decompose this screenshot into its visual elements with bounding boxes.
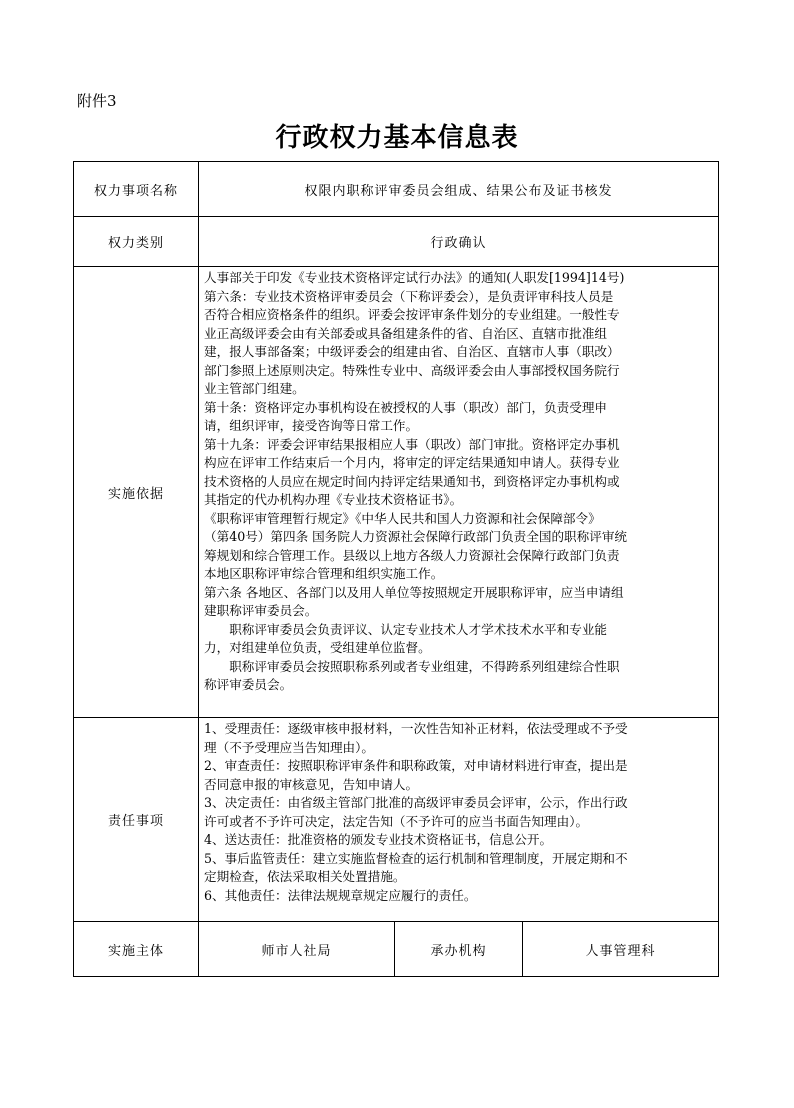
row-subject [74,922,719,977]
responsibility-line: 5、事后监管责任：建立实施监督检查的运行机制和管理制度，开展定期和不 [204,850,628,866]
responsibility-line: 3、决定责任：由省级主管部门批准的高级评审委员会评审，公示，作出行政 [204,795,628,810]
legal-basis-label: 实施依据 [74,267,199,718]
legal-basis-line: 其指定的代办机构办理《专业技术资格证书》。 [204,492,463,507]
power-category-value: 行政确认 [199,217,719,267]
subject-label: 实施主体 [74,922,199,977]
responsibility-line: 定期检查，依法采取相关处置措施。 [204,869,406,884]
power-name-value: 权限内职称评审委员会组成、结果公布及证书核发 [199,162,719,217]
subject-value: 师市人社局 [199,922,395,977]
row-power-name [74,162,719,217]
responsibility-line: 否同意申报的审核意见，告知申请人。 [204,776,419,792]
legal-basis-line: 第十条：资格评定办事机构设在被授权的人事（职改）部门，负责受理申 [204,399,607,415]
legal-basis-line: 第十九条：评委会评审结果报相应人事（职改）部门审批。资格评定办事机 [204,436,620,452]
row-legal-basis [74,267,719,718]
legal-basis-line: 称评审委员会。 [204,677,293,692]
responsibility-line: 6、其他责任：法律法规规章规定应履行的责任。 [204,887,477,903]
legal-basis-line: 业主管部门组建。 [204,381,305,396]
legal-basis-line: 《职称评审管理暂行规定》《中华人民共和国人力资源和社会保障部令》 [204,510,601,526]
responsibility-line: 许可或者不予许可决定，法定告知（不予许可的应当书面告知理由）。 [204,813,589,829]
legal-basis-line: 第六条 各地区、各部门以及用人单位等按照规定开展职称评审，应当申请组 [204,584,624,600]
legal-basis-line: 请，组织评审，接受咨询等日常工作。 [204,418,419,433]
row-responsibility [74,718,719,922]
legal-basis-line: 构应在评审工作结束后一个月内，将审定的评定结果通知申请人。获得专业 [204,455,620,470]
legal-basis-line: 职称评审委员会负责评议、认定专业技术人才学术技术水平和专业能 [204,621,607,637]
legal-basis-line: 力，对组建单位负责，受组建单位监督。 [204,640,431,655]
legal-basis-content [199,267,719,718]
responsibility-line: 理（不予受理应当告知理由）。 [204,739,375,755]
agency-value: 人事管理科 [523,922,719,977]
responsibility-line: 1、受理责任：逐级审核申报材料，一次性告知补正材料，依法受理或不予受 [204,721,628,736]
legal-basis-line: 建，报人事部备案；中级评委会的组建由省、自治区、直辖市人事（职改） [204,344,620,359]
legal-basis-line: 筹规划和综合管理工作。县级以上地方各级人力资源社会保障行政部门负责 [204,547,620,563]
legal-basis-line: 否符合相应资格条件的组织。评委会按评审条件划分的专业组建。一般性专 [204,307,620,322]
page-title: 行政权力基本信息表 [275,123,519,153]
responsibility-line: 2、审查责任：按照职称评审条件和职称政策，对申请材料进行审查，提出是 [204,758,628,773]
attachment-label: 附件3 [77,92,117,110]
legal-basis-line: 部门参照上述原则决定。特殊性专业中、高级评委会由人事部授权国务院行 [204,362,620,378]
responsibility-line: 4、送达责任：批准资格的颁发专业技术资格证书，信息公开。 [204,832,553,847]
power-category-label: 权力类别 [74,217,199,267]
responsibility-text [199,718,718,907]
legal-basis-line: 职称评审委员会按照职称系列或者专业组建，不得跨系列组建综合性职 [204,658,620,674]
power-name-label: 权力事项名称 [74,162,199,217]
legal-basis-line: 第六条：专业技术资格评审委员会（下称评委会），是负责评审科技人员是 [204,288,614,304]
responsibility-content [199,718,719,922]
legal-basis-line: （第40号）第四条 国务院人力资源社会保障行政部门负责全国的职称评审统 [204,529,628,544]
row-power-category [74,217,719,267]
legal-basis-line: 人事部关于印发《专业技术资格评定试行办法》的通知(人职发[1994]14号) [204,270,625,285]
legal-basis-line: 本地区职称评审综合管理和组织实施工作。 [204,566,444,581]
info-table [73,161,719,977]
legal-basis-line: 技术资格的人员应在规定时间内持评定结果通知书，到资格评定办事机构或 [204,473,620,489]
legal-basis-text [199,267,718,697]
responsibility-label: 责任事项 [74,718,199,922]
agency-label: 承办机构 [395,922,523,977]
legal-basis-line: 建职称评审委员会。 [204,603,318,618]
legal-basis-line: 业正高级评委会由有关部委或具备组建条件的省、自治区、直辖市批准组 [204,325,607,341]
